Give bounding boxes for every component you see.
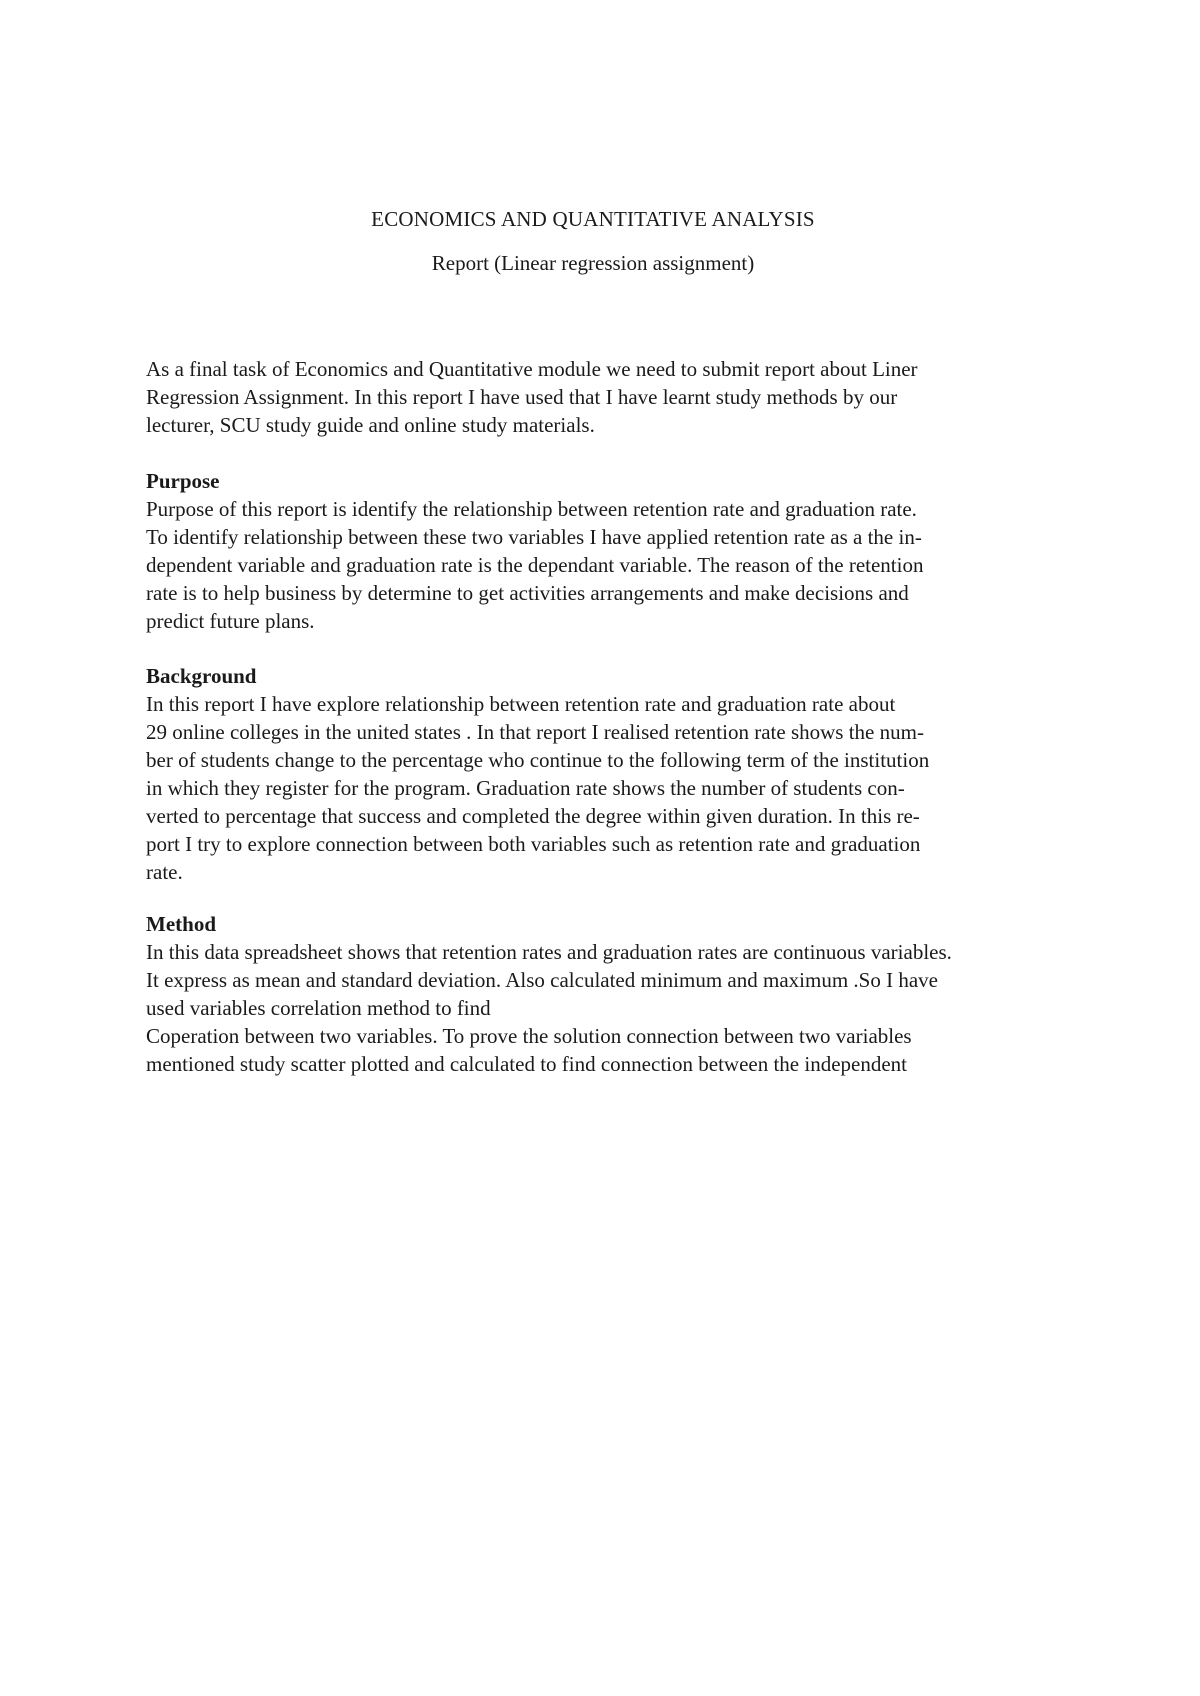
intro-line: lecturer, SCU study guide and online study materials.	[146, 413, 595, 437]
paragraph-line: rate.	[146, 860, 183, 884]
paragraph-line: ber of students change to the percentage who continue to the following term of the institution	[146, 748, 930, 772]
document-subtitle: Report (Linear regression assignment)	[431, 251, 755, 275]
paragraph-line: In this data spreadsheet shows that retention rates and graduation rates are continuous variables.	[146, 940, 952, 964]
paragraph-line: used variables correlation method to find	[146, 996, 491, 1020]
paragraph-line: Coperation between two variables. To prove the solution connection between two variables	[146, 1024, 912, 1048]
document-title: ECONOMICS AND QUANTITATIVE ANALYSIS	[371, 207, 815, 231]
section-purpose	[146, 467, 1066, 635]
paragraph-line: rate is to help business by determine to get activities arrangements and make decisions and	[146, 581, 909, 605]
paragraph-line: predict future plans.	[146, 609, 315, 633]
section-heading-method: Method	[146, 912, 216, 936]
section-heading-purpose: Purpose	[146, 469, 220, 493]
intro-line: Regression Assignment. In this report I have used that I have learnt study methods by our	[146, 385, 898, 409]
section-heading-background: Background	[146, 664, 257, 688]
section-method	[146, 910, 1066, 1078]
paragraph-line: In this report I have explore relationship between retention rate and graduation rate about	[146, 692, 896, 716]
paragraph-line: mentioned study scatter plotted and calculated to find connection between the independent	[146, 1052, 907, 1076]
paragraph-line: verted to percentage that success and completed the degree within given duration. In this re-	[146, 804, 920, 828]
paragraph-line: Purpose of this report is identify the relationship between retention rate and graduation rate.	[146, 497, 917, 521]
intro-line: As a final task of Economics and Quantitative module we need to submit report about Liner	[146, 357, 918, 381]
paragraph-line: It express as mean and standard deviation. Also calculated minimum and maximum .So I have	[146, 968, 938, 992]
paragraph-line: dependent variable and graduation rate is the dependant variable. The reason of the retention	[146, 553, 924, 577]
intro-paragraph	[146, 355, 1066, 439]
paragraph-line: 29 online colleges in the united states . In that report I realised retention rate shows the num-	[146, 720, 924, 744]
section-background	[146, 662, 1066, 886]
paragraph-line: port I try to explore connection between both variables such as retention rate and graduation	[146, 832, 921, 856]
paragraph-line: To identify relationship between these two variables I have applied retention rate as a the in-	[146, 525, 922, 549]
paragraph-line: in which they register for the program. Graduation rate shows the number of students con-	[146, 776, 905, 800]
